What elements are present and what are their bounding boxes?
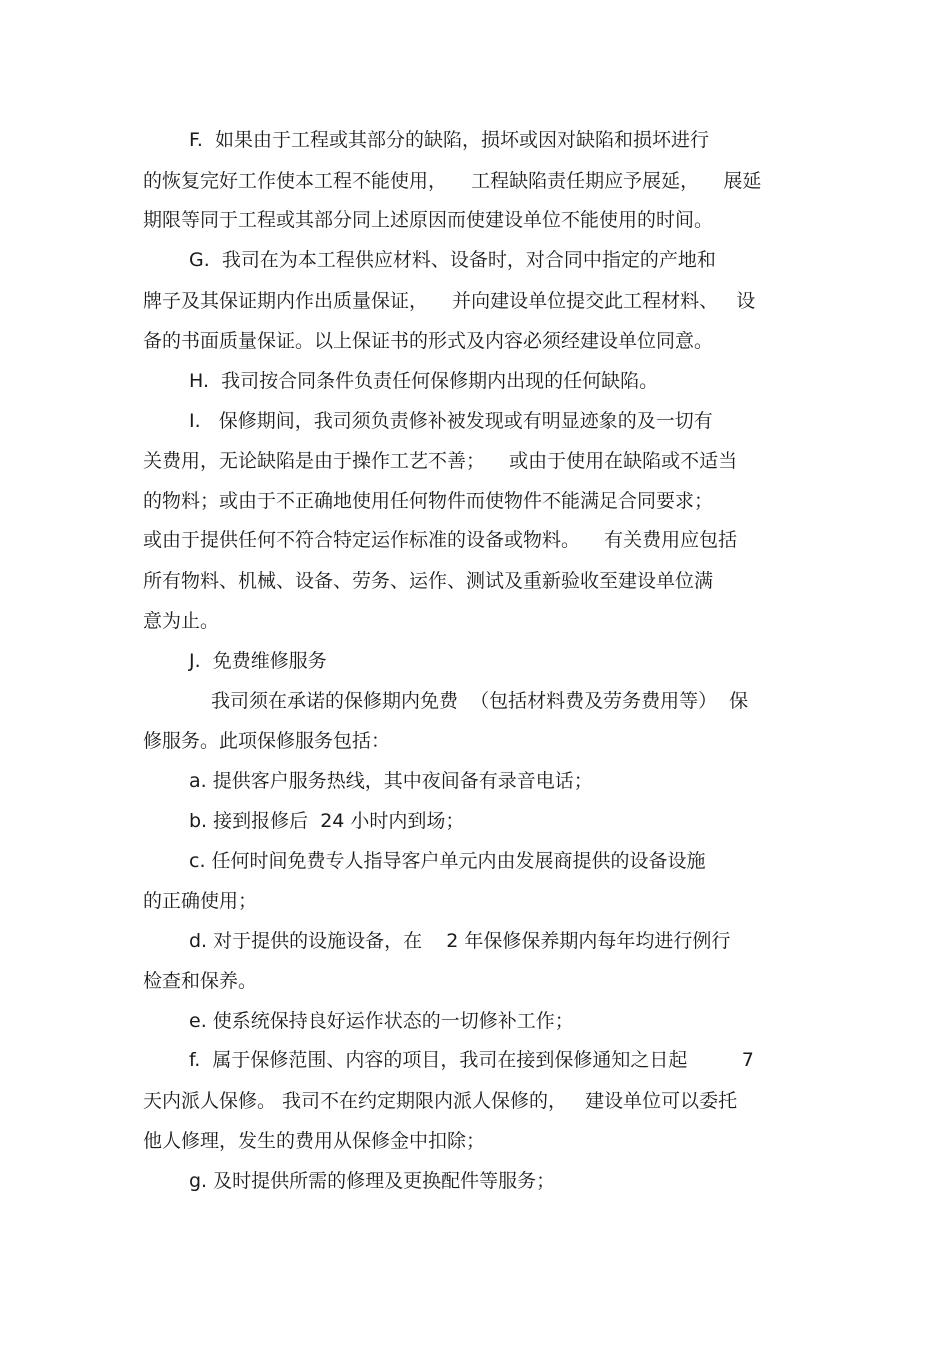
paragraph-j-line-1: 我司须在承诺的保修期内免费 （包括材料费及劳务费用等） 保 [211, 690, 749, 712]
paragraph-g-line-3: 备的书面质量保证。以上保证书的形式及内容必须经建设单位同意。 [143, 330, 714, 352]
paragraph-i-line-5: 所有物料、机械、设备、劳务、运作、测试及重新验收至建设单位满 [143, 570, 714, 592]
paragraph-i-line-2: 关费用，无论缺陷是由于操作工艺不善； 或由于使用在缺陷或不适当 [143, 450, 738, 472]
list-item-f-line-1: f. 属于保修范围、内容的项目，我司在接到保修通知之日起 7 [189, 1049, 754, 1071]
paragraph-f-line-3: 期限等同于工程或其部分同上述原因而使建设单位不能使用的时间。 [143, 209, 714, 231]
paragraph-h-line-1: H. 我司按合同条件负责任何保修期内出现的任何缺陷。 [189, 370, 659, 392]
list-item-a: a. 提供客户服务热线，其中夜间备有录音电话； [189, 770, 593, 792]
list-item-f-line-2: 天内派人保修。 我司不在约定期限内派人保修的， 建设单位可以委托 [143, 1090, 738, 1112]
paragraph-i-line-1: I. 保修期间，我司须负责修补被发现或有明显迹象的及一切有 [189, 410, 713, 432]
paragraph-f-line-2: 的恢复完好工作使本工程不能使用， 工程缺陷责任期应予展延， 展延 [143, 170, 762, 192]
paragraph-f-line-1: F. 如果由于工程或其部分的缺陷，损坏或因对缺陷和损坏进行 [189, 129, 709, 151]
paragraph-j-heading: J. 免费维修服务 [189, 650, 327, 672]
list-item-e: e. 使系统保持良好运作状态的一切修补工作； [189, 1010, 574, 1032]
paragraph-g-line-1: G. 我司在为本工程供应材料、设备时，对合同中指定的产地和 [189, 249, 716, 271]
list-item-c-line-1: c. 任何时间免费专人指导客户单元内由发展商提供的设备设施 [189, 850, 706, 872]
paragraph-g-line-2: 牌子及其保证期内作出质量保证， 并向建设单位提交此工程材料、 设 [143, 290, 756, 312]
list-item-g: g. 及时提供所需的修理及更换配件等服务； [189, 1170, 556, 1192]
list-item-c-line-2: 的正确使用； [143, 890, 258, 912]
paragraph-i-line-4: 或由于提供任何不符合特定运作标准的设备或物料。 有关费用应包括 [143, 529, 738, 551]
list-item-d-line-1: d. 对于提供的设施设备，在 2 年保修保养期内每年均进行例行 [189, 930, 731, 952]
list-item-f-line-3: 他人修理，发生的费用从保修金中扣除； [143, 1130, 486, 1152]
paragraph-i-line-6: 意为止。 [143, 610, 220, 632]
paragraph-i-line-3: 的物料；或由于不正确地使用任何物件而使物件不能满足合同要求； [143, 490, 714, 512]
list-item-d-line-2: 检查和保养。 [143, 970, 258, 992]
paragraph-j-line-2: 修服务。此项保修服务包括： [143, 730, 391, 752]
list-item-b: b. 接到报修后 24 小时内到场； [189, 810, 465, 832]
